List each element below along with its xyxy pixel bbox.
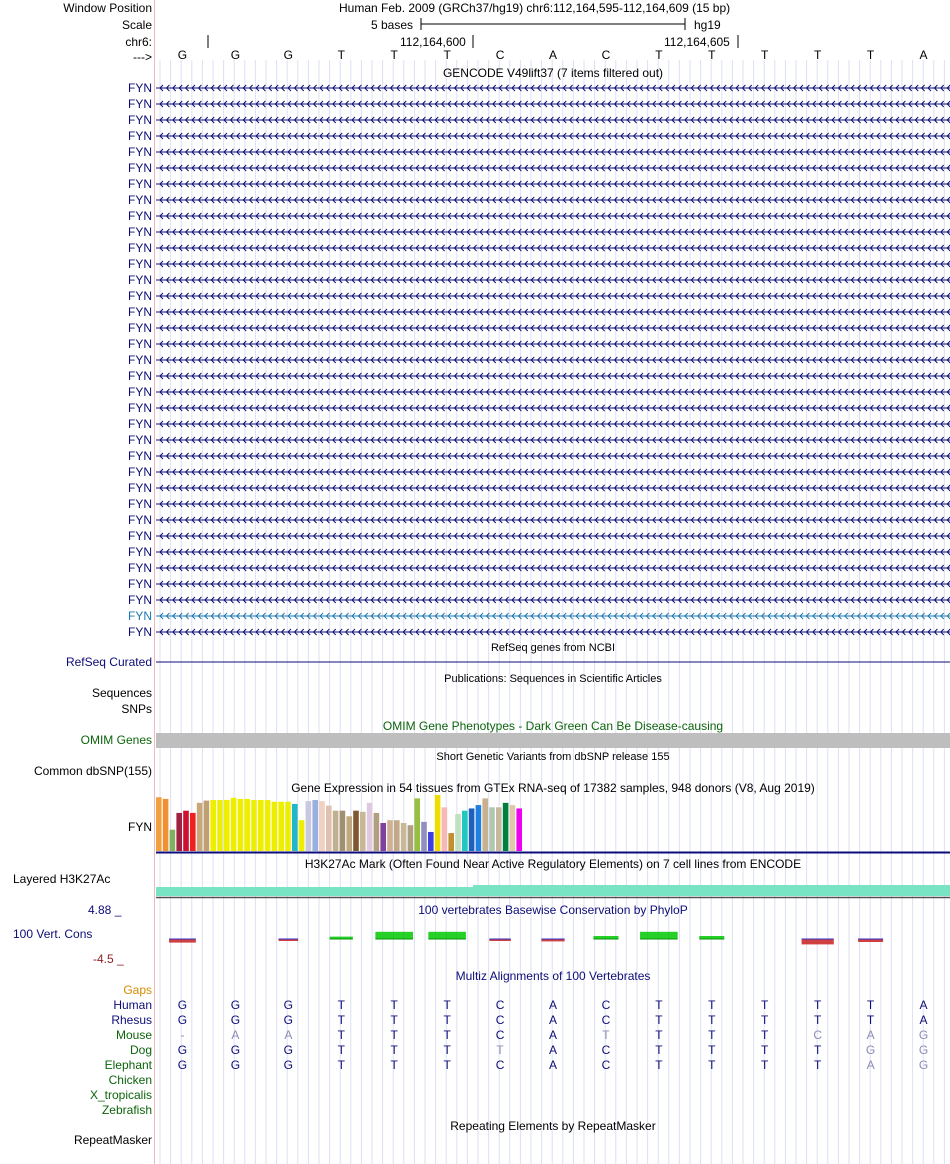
multiz-aligned-base: G: [283, 1013, 293, 1027]
multiz-aligned-base: C: [495, 1013, 505, 1027]
phylop-min-label: -4.5 _: [93, 952, 124, 966]
multiz-aligned-base: T: [761, 1058, 769, 1072]
multiz-aligned-base: C: [601, 1013, 611, 1027]
gencode-transcript-label[interactable]: FYN: [128, 561, 152, 575]
gtex-tissue-bar: [340, 811, 346, 851]
gtex-tissue-bar: [448, 833, 454, 851]
gtex-tissue-bar: [367, 803, 373, 851]
multiz-species-label[interactable]: Human: [113, 998, 152, 1012]
multiz-aligned-base: C: [495, 1058, 505, 1072]
gencode-transcript-label[interactable]: FYN: [128, 577, 152, 591]
gtex-tissue-bar: [353, 811, 359, 851]
reference-base: C: [601, 48, 611, 62]
publications-snps-label[interactable]: SNPs: [121, 702, 152, 716]
multiz-aligned-base: A: [548, 998, 557, 1012]
h3k27ac-signal: [156, 887, 950, 896]
scale-value: 5 bases: [371, 18, 414, 32]
gencode-transcript-label[interactable]: FYN: [128, 145, 152, 159]
multiz-aligned-base: T: [443, 1013, 451, 1027]
phylop-score-bar: [428, 932, 466, 939]
gencode-transcript-label[interactable]: FYN: [128, 113, 152, 127]
gencode-transcript-label[interactable]: FYN: [128, 417, 152, 431]
multiz-aligned-base: T: [813, 1058, 822, 1072]
gencode-transcript-label[interactable]: FYN: [128, 609, 152, 623]
multiz-species-label[interactable]: Zebrafish: [101, 1103, 152, 1117]
gtex-tissue-bar: [299, 820, 305, 851]
multiz-species-label[interactable]: Elephant: [104, 1058, 152, 1072]
phylop-track-title[interactable]: 100 vertebrates Basewise Conservation by PhyloP: [418, 903, 688, 917]
multiz-aligned-base: T: [390, 1058, 398, 1072]
h3k27ac-track-label[interactable]: Layered H3K27Ac: [13, 872, 111, 886]
multiz-aligned-base: T: [337, 1013, 345, 1027]
gtex-tissue-bar: [231, 798, 237, 851]
window-position-label: Window Position: [63, 1, 152, 15]
gtex-track-label[interactable]: FYN: [128, 820, 152, 834]
gtex-tissue-bar: [210, 800, 216, 851]
multiz-aligned-base: A: [866, 1058, 875, 1072]
gtex-tissue-bar: [176, 813, 182, 851]
gencode-transcript-label[interactable]: FYN: [128, 209, 152, 223]
reference-base: C: [495, 48, 505, 62]
multiz-aligned-base: C: [813, 1028, 822, 1042]
multiz-aligned-base: A: [548, 1013, 557, 1027]
scale-assembly: hg19: [694, 18, 721, 32]
position-tick-label-1: 112,164,600: [400, 35, 466, 49]
multiz-aligned-base: G: [865, 1043, 876, 1057]
publications-sequences-label[interactable]: Sequences: [91, 686, 152, 700]
gencode-transcript-label[interactable]: FYN: [128, 289, 152, 303]
multiz-aligned-base: T: [443, 1028, 451, 1042]
multiz-aligned-base: T: [761, 1028, 769, 1042]
gtex-tissue-bar: [265, 800, 271, 851]
multiz-aligned-base: G: [283, 1058, 293, 1072]
gtex-tissue-bar: [462, 811, 468, 851]
repeatmasker-track-label[interactable]: RepeatMasker: [73, 1133, 152, 1147]
multiz-aligned-base: A: [548, 1058, 557, 1072]
gtex-tissue-bar: [455, 814, 461, 851]
gencode-transcript-label[interactable]: FYN: [128, 625, 152, 639]
gencode-transcript-label[interactable]: FYN: [128, 257, 152, 271]
multiz-species-label[interactable]: Mouse: [115, 1028, 152, 1042]
gencode-transcript-label[interactable]: FYN: [128, 481, 152, 495]
reference-base: A: [919, 48, 928, 62]
gencode-transcript-label[interactable]: FYN: [128, 321, 152, 335]
gtex-tissue-bar: [326, 806, 332, 851]
gtex-tissue-bar: [306, 801, 312, 851]
reference-base: G: [283, 48, 293, 62]
omim-track-label[interactable]: OMIM Genes: [80, 733, 152, 747]
position-tick-label-2: 112,164,605: [664, 35, 730, 49]
multiz-aligned-base: C: [601, 998, 611, 1012]
gencode-transcript-label[interactable]: FYN: [128, 353, 152, 367]
gtex-tissue-bar: [421, 822, 427, 851]
gencode-transcript-label[interactable]: FYN: [128, 497, 152, 511]
multiz-aligned-base: T: [655, 1028, 663, 1042]
multiz-aligned-base: C: [495, 1028, 505, 1042]
gtex-tissue-bar: [224, 800, 230, 851]
phylop-score-bar: [640, 932, 678, 939]
gtex-tissue-bar: [394, 820, 400, 851]
h3k27ac-signal-peak: [473, 885, 950, 887]
gtex-tissue-bar: [374, 813, 380, 851]
multiz-species-label[interactable]: Rhesus: [111, 1013, 152, 1027]
multiz-aligned-base: A: [548, 1043, 557, 1057]
gencode-transcript-label[interactable]: FYN: [128, 97, 152, 111]
reference-base: T: [761, 48, 769, 62]
chrom-label: chr6:: [125, 35, 152, 49]
gtex-tissue-bar: [333, 811, 339, 851]
multiz-aligned-base: C: [495, 998, 505, 1012]
gaps-label: Gaps: [123, 983, 152, 997]
gtex-tissue-bar: [496, 807, 502, 851]
gencode-transcript-label[interactable]: FYN: [128, 545, 152, 559]
reference-base: T: [708, 48, 716, 62]
scale-label: Scale: [121, 18, 152, 32]
phylop-score-bar: [802, 939, 834, 944]
gencode-transcript-label[interactable]: FYN: [128, 433, 152, 447]
multiz-aligned-base: T: [390, 1028, 398, 1042]
multiz-aligned-base: A: [231, 1028, 240, 1042]
gtex-tissue-bar: [251, 800, 257, 851]
gtex-tissue-bar: [197, 803, 203, 851]
gtex-tissue-bar: [346, 816, 352, 851]
refseq-track-label[interactable]: RefSeq Curated: [65, 655, 152, 669]
multiz-aligned-base: G: [230, 1043, 241, 1057]
multiz-aligned-base: T: [761, 1013, 769, 1027]
multiz-aligned-base: G: [177, 1013, 188, 1027]
gencode-transcript-label[interactable]: FYN: [128, 177, 152, 191]
omim-track-title[interactable]: OMIM Gene Phenotypes - Dark Green Can Be Disease-causing: [382, 719, 724, 733]
gtex-tissue-bar: [482, 798, 488, 851]
gtex-tissue-bar: [516, 808, 522, 851]
multiz-aligned-base: G: [230, 1058, 241, 1072]
gtex-tissue-bar: [312, 800, 318, 851]
gencode-transcript-label[interactable]: FYN: [128, 225, 152, 239]
multiz-aligned-base: T: [761, 998, 769, 1012]
phylop-track-label[interactable]: 100 Vert. Cons: [13, 927, 93, 941]
gtex-tissue-bar: [442, 807, 448, 851]
multiz-aligned-base: T: [708, 1043, 716, 1057]
gtex-tissue-bar: [217, 800, 223, 851]
multiz-aligned-base: T: [655, 998, 663, 1012]
reference-base: G: [177, 48, 188, 62]
gtex-tissue-bar: [190, 813, 196, 851]
gtex-tissue-bar: [285, 802, 291, 851]
gencode-transcript-label[interactable]: FYN: [128, 193, 152, 207]
multiz-track-title[interactable]: Multiz Alignments of 100 Vertebrates: [455, 969, 651, 983]
multiz-aligned-base: T: [337, 1058, 345, 1072]
multiz-aligned-base: T: [337, 1043, 345, 1057]
multiz-aligned-base: G: [177, 1043, 188, 1057]
multiz-aligned-base: T: [708, 1058, 716, 1072]
multiz-aligned-base: T: [390, 998, 398, 1012]
gencode-track-title[interactable]: GENCODE V49lift37 (7 items filtered out): [442, 66, 664, 80]
gtex-tissue-bar: [414, 798, 420, 851]
repeatmasker-track-title[interactable]: Repeating Elements by RepeatMasker: [450, 1119, 656, 1133]
reference-base: T: [390, 48, 398, 62]
multiz-aligned-base: T: [708, 1028, 716, 1042]
multiz-aligned-base: A: [866, 1028, 875, 1042]
gencode-transcript-label[interactable]: FYN: [128, 369, 152, 383]
multiz-aligned-base: T: [496, 1043, 504, 1057]
gtex-tissue-bar: [170, 830, 176, 851]
reference-base: T: [337, 48, 345, 62]
multiz-aligned-base: T: [655, 1013, 663, 1027]
gtex-tissue-bar: [319, 801, 325, 851]
gencode-transcript-label[interactable]: FYN: [128, 305, 152, 319]
gencode-transcript-label[interactable]: FYN: [128, 449, 152, 463]
dbsnp-track-label[interactable]: Common dbSNP(155): [33, 764, 152, 778]
gtex-tissue-bar: [156, 797, 162, 851]
gtex-tissue-bar: [244, 799, 250, 851]
gtex-tissue-bar: [435, 795, 441, 851]
multiz-aligned-base: T: [813, 998, 822, 1012]
multiz-species-label[interactable]: Chicken: [108, 1073, 152, 1087]
gtex-tissue-bar: [258, 800, 264, 851]
multiz-aligned-base: G: [918, 1028, 929, 1042]
multiz-aligned-base: G: [230, 1013, 241, 1027]
reference-base: G: [230, 48, 241, 62]
multiz-aligned-base: T: [866, 1013, 875, 1027]
publications-track-title[interactable]: Publications: Sequences in Scientific Articles: [444, 673, 662, 685]
gtex-tissue-bar: [183, 811, 189, 851]
gencode-transcript-label[interactable]: FYN: [128, 161, 152, 175]
gtex-tissue-bar: [489, 807, 495, 851]
multiz-aligned-base: T: [443, 1058, 451, 1072]
gencode-transcript-label[interactable]: FYN: [128, 513, 152, 527]
multiz-aligned-base: T: [866, 998, 875, 1012]
refseq-track-title[interactable]: RefSeq genes from NCBI: [490, 642, 616, 654]
multiz-aligned-base: A: [284, 1028, 293, 1042]
multiz-species-label[interactable]: X_tropicalis: [89, 1088, 152, 1102]
gtex-tissue-bar: [380, 823, 386, 851]
gtex-tissue-bar: [272, 802, 278, 851]
multiz-aligned-base: T: [708, 1013, 716, 1027]
gtex-tissue-bar: [408, 825, 414, 851]
multiz-aligned-base: T: [337, 998, 345, 1012]
multiz-aligned-base: T: [390, 1013, 398, 1027]
multiz-aligned-base: -: [180, 1028, 185, 1042]
gtex-tissue-bar: [476, 805, 482, 851]
reference-base: T: [443, 48, 451, 62]
gencode-transcript-label[interactable]: FYN: [128, 529, 152, 543]
gencode-transcript-label[interactable]: FYN: [128, 273, 152, 287]
reference-base: T: [866, 48, 875, 62]
reference-base: T: [655, 48, 663, 62]
reference-base: T: [813, 48, 822, 62]
multiz-aligned-base: G: [918, 1043, 929, 1057]
window-position-value: Human Feb. 2009 (GRCh37/hg19) chr6:112,164,595-112,164,609 (15 bp): [339, 1, 731, 15]
multiz-aligned-base: G: [177, 1058, 188, 1072]
phylop-score-bar: [169, 939, 196, 943]
multiz-aligned-base: G: [283, 998, 293, 1012]
gtex-tissue-bar: [163, 799, 169, 851]
multiz-aligned-base: A: [919, 1013, 928, 1027]
gtex-tissue-bar: [469, 808, 475, 851]
gencode-transcript-label[interactable]: FYN: [128, 337, 152, 351]
omim-gene-bar: [156, 733, 950, 748]
multiz-aligned-base: T: [813, 1043, 822, 1057]
multiz-aligned-base: T: [655, 1058, 663, 1072]
gtex-track-title[interactable]: Gene Expression in 54 tissues from GTEx RNA-seq of 17382 samples, 948 donors (V8, Aug 2019): [291, 781, 815, 795]
strand-label: --->: [133, 50, 152, 64]
multiz-aligned-base: G: [918, 1058, 929, 1072]
gtex-tissue-bar: [360, 812, 366, 851]
multiz-aligned-base: T: [602, 1028, 610, 1042]
gencode-transcript-label[interactable]: FYN: [128, 385, 152, 399]
gtex-tissue-bar: [503, 803, 509, 851]
phylop-score-bar: [375, 932, 413, 939]
multiz-aligned-base: C: [601, 1058, 611, 1072]
dbsnp-track-title[interactable]: Short Genetic Variants from dbSNP release 155: [436, 751, 670, 763]
multiz-aligned-base: T: [813, 1013, 822, 1027]
multiz-aligned-base: G: [283, 1043, 293, 1057]
gtex-tissue-bar: [428, 832, 434, 851]
gtex-tissue-bar: [510, 805, 516, 851]
gencode-transcript-label[interactable]: FYN: [128, 465, 152, 479]
gencode-transcript-label[interactable]: FYN: [128, 81, 152, 95]
multiz-aligned-base: T: [761, 1043, 769, 1057]
multiz-aligned-base: G: [230, 998, 241, 1012]
gtex-tissue-bar: [387, 820, 393, 851]
gtex-tissue-bar: [292, 804, 298, 851]
multiz-aligned-base: T: [708, 998, 716, 1012]
gtex-tissue-bar: [204, 801, 210, 851]
multiz-aligned-base: C: [601, 1043, 611, 1057]
multiz-aligned-base: T: [443, 998, 451, 1012]
multiz-aligned-base: T: [390, 1043, 398, 1057]
h3k27ac-track-title[interactable]: H3K27Ac Mark (Often Found Near Active Regulatory Elements) on 7 cell lines from ENCODE: [304, 857, 802, 871]
multiz-aligned-base: T: [655, 1043, 663, 1057]
multiz-aligned-base: T: [337, 1028, 345, 1042]
gtex-tissue-bar: [401, 823, 407, 851]
gencode-transcript-label[interactable]: FYN: [128, 241, 152, 255]
multiz-aligned-base: A: [548, 1028, 557, 1042]
gtex-tissue-bar: [278, 802, 284, 851]
multiz-aligned-base: A: [919, 998, 928, 1012]
phylop-max-label: 4.88 _: [88, 903, 122, 917]
multiz-aligned-base: G: [177, 998, 188, 1012]
multiz-species-label[interactable]: Dog: [129, 1043, 152, 1057]
reference-base: A: [548, 48, 557, 62]
gencode-transcript-label[interactable]: FYN: [128, 401, 152, 415]
gencode-transcript-label[interactable]: FYN: [128, 129, 152, 143]
gencode-transcript-label[interactable]: FYN: [128, 593, 152, 607]
multiz-aligned-base: T: [443, 1043, 451, 1057]
gtex-tissue-bar: [238, 799, 244, 851]
